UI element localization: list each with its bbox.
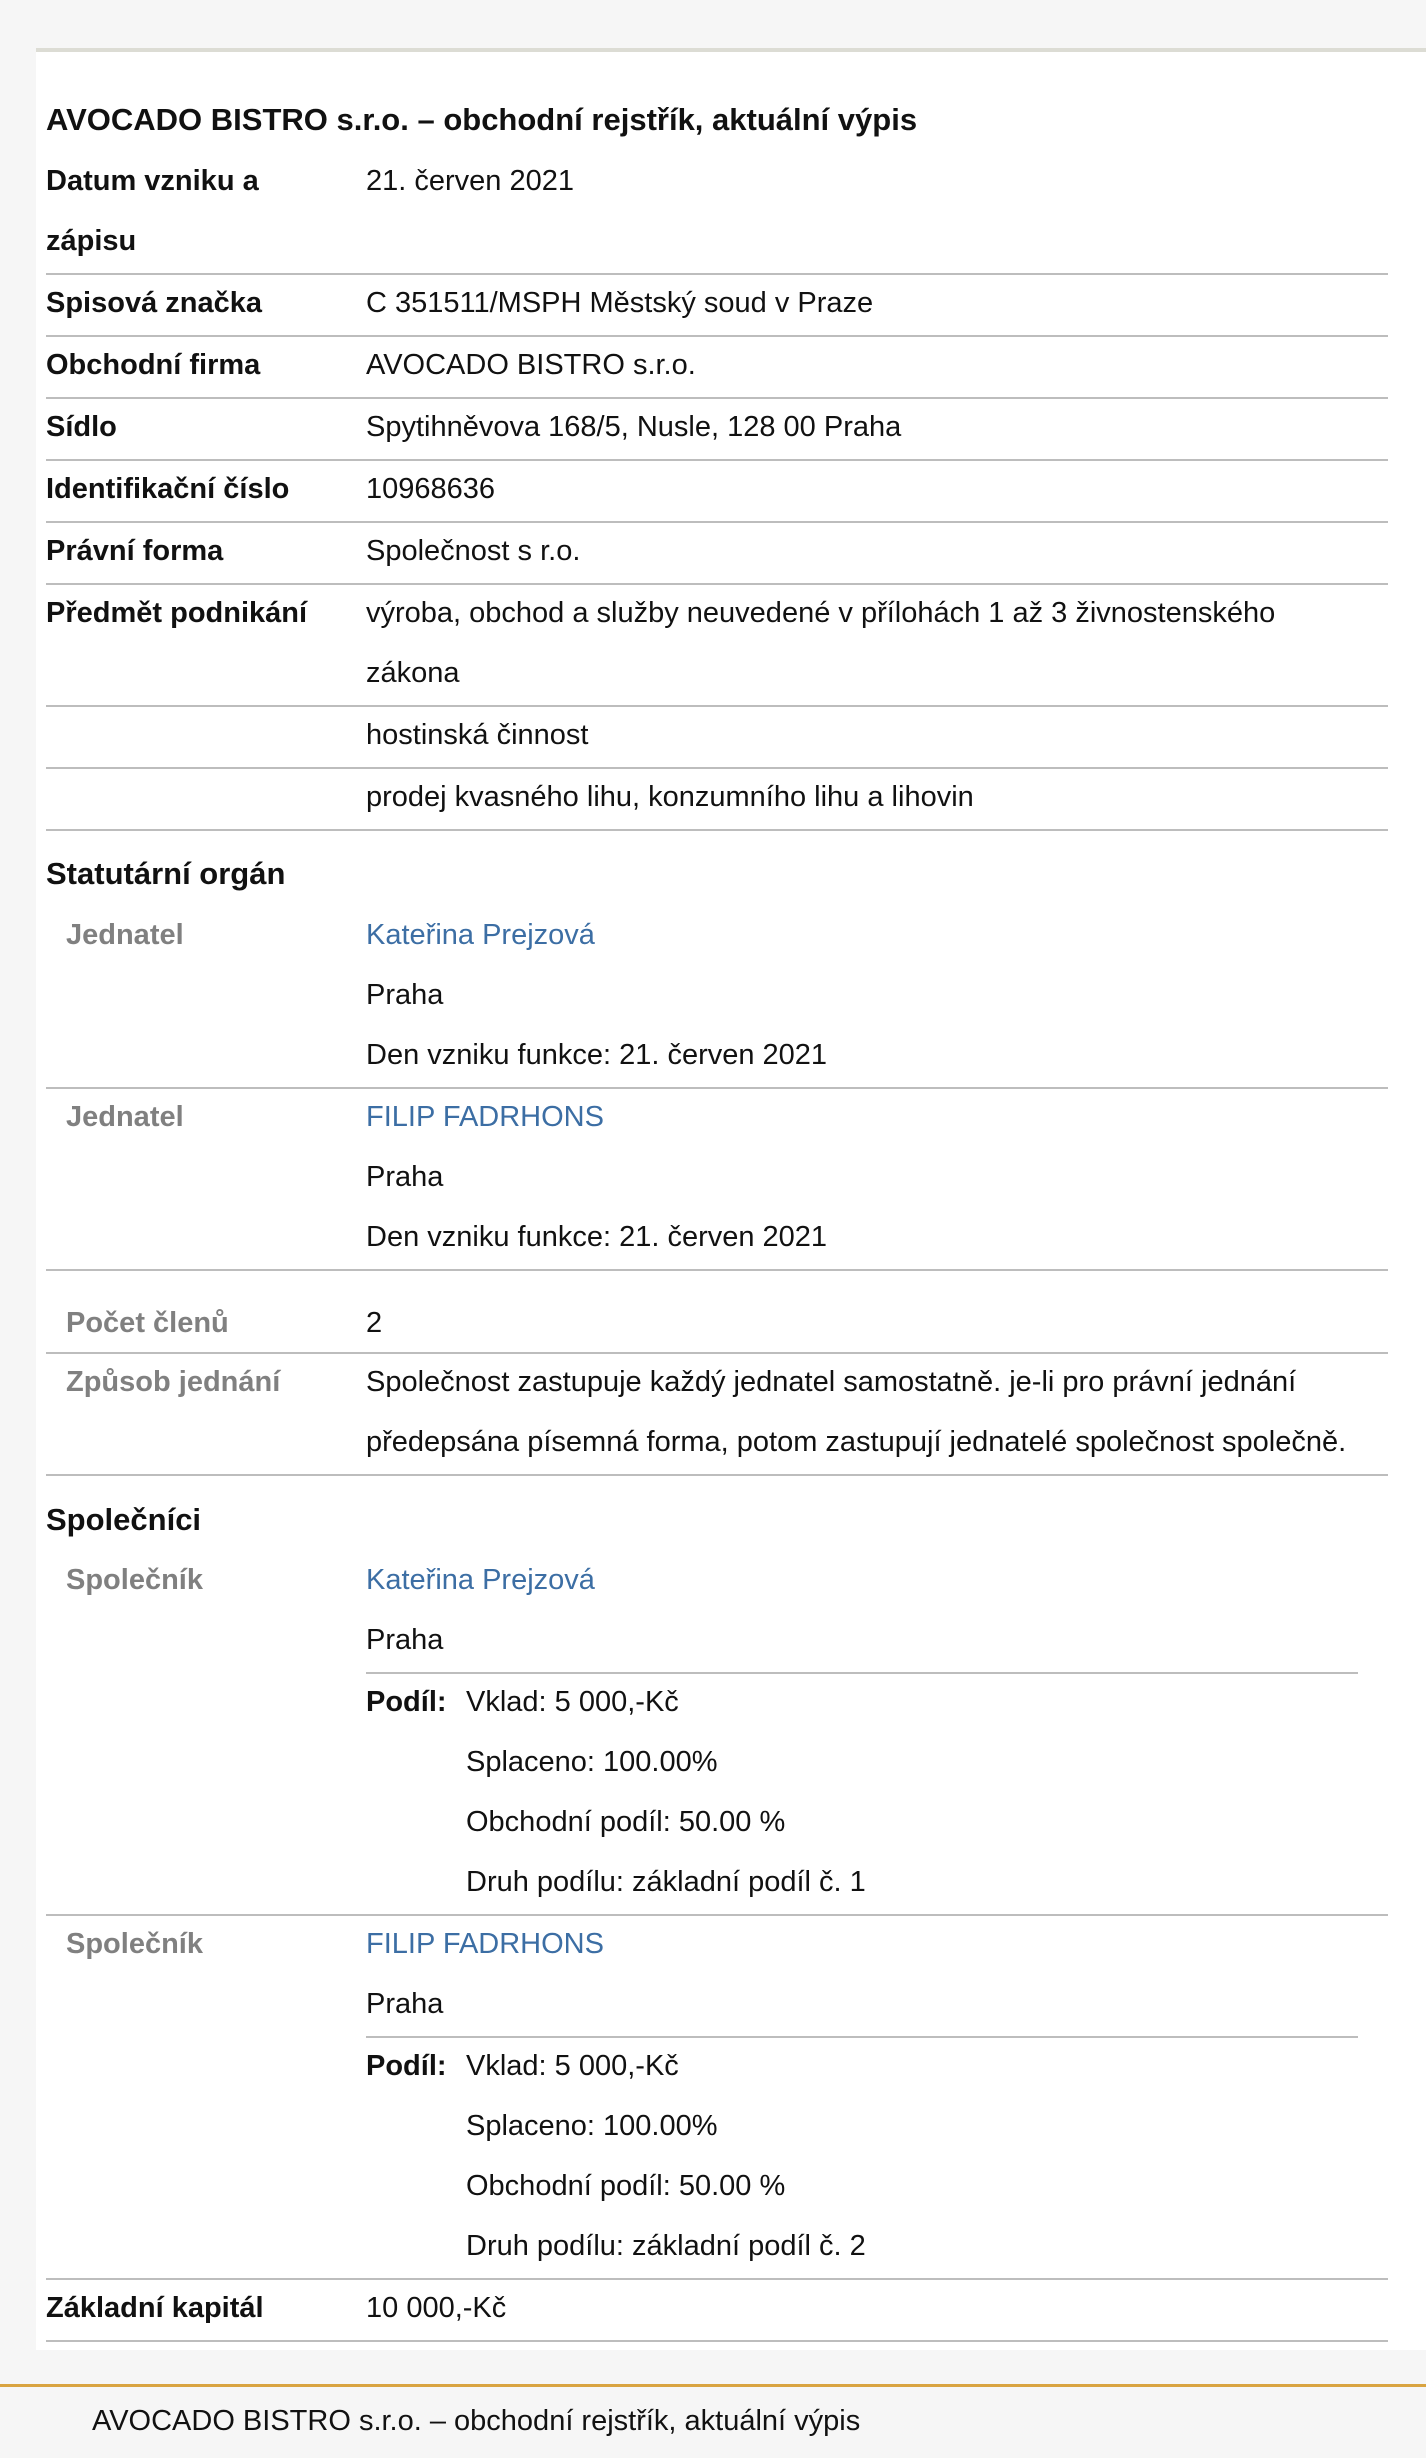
predmet-item: výroba, obchod a služby neuvedené v přílohách 1 až 3 živnostenského [366,597,1276,629]
row-divider [46,767,1388,769]
footer-accent-line [0,2384,1426,2387]
podil-divider [366,1672,1358,1674]
jednatel-city: Praha [366,1161,444,1193]
row-divider [46,2278,1388,2280]
statutarni-heading: Statutární orgán [46,856,286,891]
footer-title: AVOCADO BISTRO s.r.o. – obchodní rejstřík, aktuální výpis [92,2405,861,2437]
jednatel-role: Jednatel [66,1101,184,1133]
predmet-item-cont: zákona [366,657,460,689]
firma-label: Obchodní firma [46,349,261,381]
jednatel-name-link[interactable]: FILIP FADRHONS [366,1101,604,1133]
jednatel-city: Praha [366,979,444,1011]
row-divider [46,273,1388,275]
row-divider [46,397,1388,399]
spisova-label: Spisová značka [46,287,262,319]
datum-value: 21. červen 2021 [366,165,574,197]
podil-divider [366,2036,1358,2038]
row-divider [46,705,1388,707]
row-divider [46,459,1388,461]
row-divider [46,1269,1388,1271]
predmet-item: prodej kvasného lihu, konzumního lihu a lihovin [366,781,974,813]
row-divider [46,1474,1388,1476]
predmet-item: hostinská činnost [366,719,589,751]
jednatel-name-link[interactable]: Kateřina Prejzová [366,919,595,951]
predmet-label: Předmět podnikání [46,597,308,629]
register-card [36,48,1426,2350]
pocet-label: Počet členů [66,1307,229,1339]
firma-value: AVOCADO BISTRO s.r.o. [366,349,696,381]
spisova-value: C 351511/MSPH Městský soud v Praze [366,287,874,319]
row-divider [46,583,1388,585]
spolecnik-role: Společník [66,1564,203,1596]
forma-value: Společnost s r.o. [366,535,581,567]
spolecnik-city: Praha [366,1624,444,1656]
spolecnik-role: Společník [66,1928,203,1960]
sidlo-label: Sídlo [46,411,117,443]
row-divider [46,2340,1388,2342]
forma-label: Právní forma [46,535,224,567]
pocet-value: 2 [366,1307,383,1339]
podil-obchodni: Obchodní podíl: 50.00 % [466,1806,786,1838]
spolecnici-heading: Společníci [46,1502,202,1537]
zpusob-label: Způsob jednání [66,1366,281,1398]
podil-splaceno: Splaceno: 100.00% [466,1746,718,1778]
jednatel-since: Den vzniku funkce: 21. červen 2021 [366,1039,828,1071]
podil-druh: Druh podílu: základní podíl č. 1 [466,1866,866,1898]
datum-label-2: zápisu [46,225,137,257]
row-divider [46,829,1388,831]
zpusob-line: předepsána písemná forma, potom zastupují jednatelé společnost společně. [366,1426,1347,1458]
podil-druh: Druh podílu: základní podíl č. 2 [466,2230,866,2262]
jednatel-since: Den vzniku funkce: 21. červen 2021 [366,1221,828,1253]
row-divider [46,521,1388,523]
row-divider [46,335,1388,337]
row-divider [46,1352,1388,1354]
row-divider [46,1087,1388,1089]
datum-label-1: Datum vzniku a [46,165,259,197]
kapital-label: Základní kapitál [46,2292,264,2324]
kapital-value: 10 000,-Kč [366,2292,507,2324]
podil-label: Podíl: [366,1686,447,1718]
podil-vklad: Vklad: 5 000,-Kč [466,1686,679,1718]
jednatel-role: Jednatel [66,919,184,951]
sidlo-value: Spytihněvova 168/5, Nusle, 128 00 Praha [366,411,902,443]
ico-value: 10968636 [366,473,496,505]
podil-vklad: Vklad: 5 000,-Kč [466,2050,679,2082]
spolecnik-name-link[interactable]: Kateřina Prejzová [366,1564,595,1596]
row-divider [46,1914,1388,1916]
podil-splaceno: Splaceno: 100.00% [466,2110,718,2142]
podil-obchodni: Obchodní podíl: 50.00 % [466,2170,786,2202]
spolecnik-city: Praha [366,1988,444,2020]
ico-label: Identifikační číslo [46,473,290,505]
zpusob-line: Společnost zastupuje každý jednatel samostatně. je-li pro právní jednání [366,1366,1297,1398]
podil-label: Podíl: [366,2050,447,2082]
spolecnik-name-link[interactable]: FILIP FADRHONS [366,1928,604,1960]
document-title: AVOCADO BISTRO s.r.o. – obchodní rejstřík, aktuální výpis [46,102,918,137]
